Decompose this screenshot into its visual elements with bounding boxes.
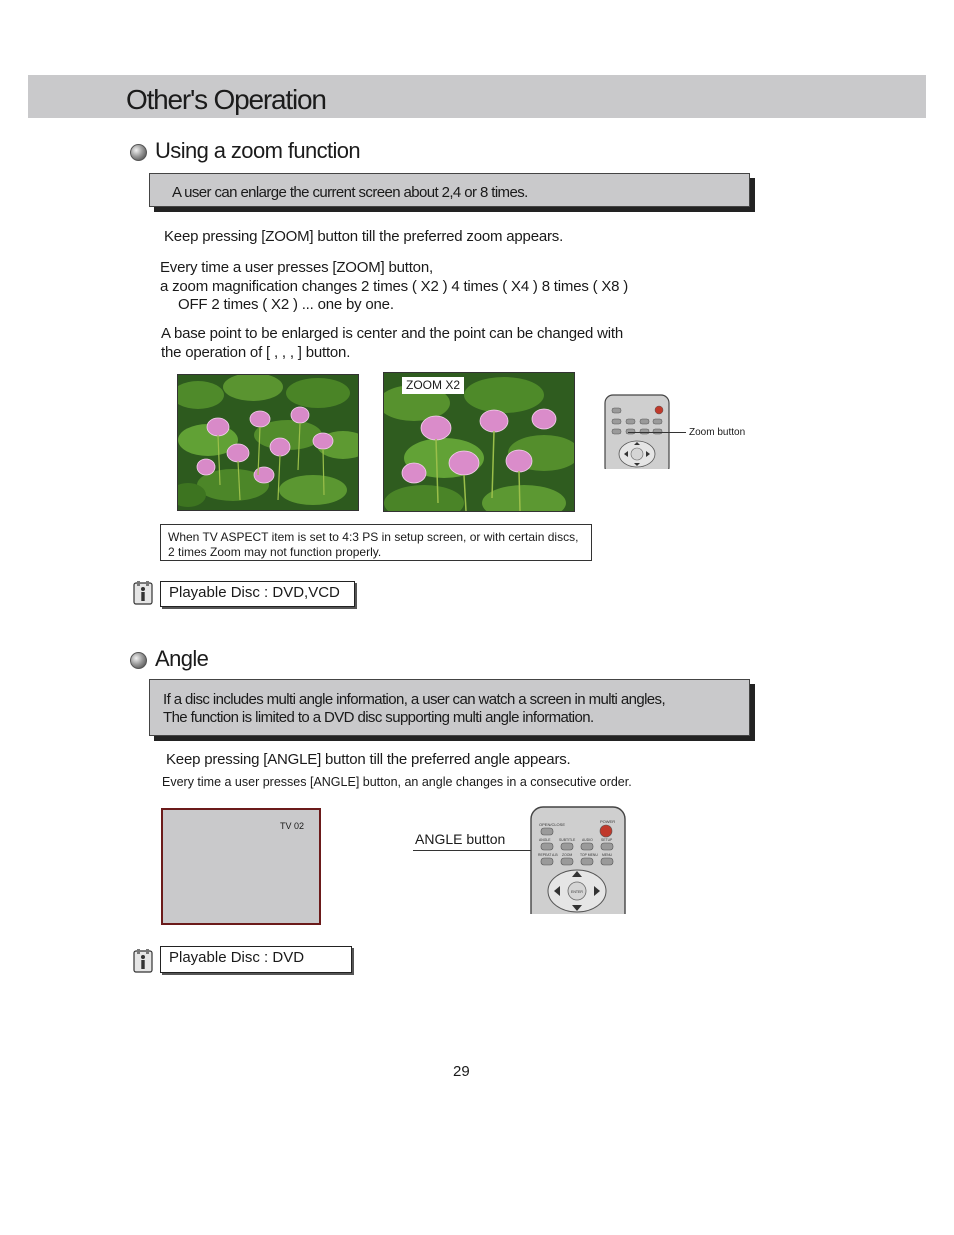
info-icon [132,580,154,606]
zoom-para1-line3: OFF 2 times ( X2 ) ... one by one. [178,296,394,313]
remote-label-audio: AUDIO [582,838,593,842]
remote-control-angle [530,806,626,914]
section-bullet-icon [130,652,147,669]
zoom-para1-line1: Every time a user presses [ZOOM] button, [160,259,433,276]
zoom-instruction: Keep pressing [ZOOM] button till the preferred zoom appears. [164,228,564,245]
lily-image [178,375,358,510]
original-lily-photo [177,374,359,511]
remote-label-subtitle: SUBTITLE [559,838,576,842]
remote-label-top-menu: TOP MENU [580,853,598,857]
angle-detail: Every time a user presses [ANGLE] button, an angle changes in a consecutive order. [162,775,632,789]
zoom-callout-label: Zoom button [689,427,746,438]
zoom-note-line2: 2 times Zoom may not function properly. [168,545,382,559]
tv-screen-preview [161,808,321,925]
remote-large-icon [530,806,626,914]
remote-label-setup: SETUP [601,838,613,842]
zoom-note-box [160,524,592,561]
zoom-note-line1: When TV ASPECT item is set to 4:3 PS in setup screen, or with certain discs, [168,530,579,544]
zoom-section-title: Using a zoom function [155,138,361,163]
info-icon [132,948,154,974]
zoomed-lily-photo [383,372,575,512]
page-title: Other's Operation [126,84,326,115]
angle-callout-label: ANGLE button [415,831,506,847]
section-bullet-icon [130,144,147,161]
zoom-para1-line2: a zoom magnification changes 2 times ( X2 ) 4 times ( X4 ) 8 times ( X8 ) [160,278,629,295]
angle-playable-disc-box: Playable Disc : DVD [160,946,352,973]
remote-label-open-close: OPEN/CLOSE [539,822,566,827]
zoom-intro-box [149,173,750,207]
zoom-intro-text: A user can enlarge the current screen about 2,4 or 8 times. [172,184,528,201]
zoom-x2-label: ZOOM X2 [402,377,464,394]
remote-label-enter: ENTER [571,890,583,894]
angle-intro-box [149,679,750,736]
zoom-callout-line [628,432,686,433]
zoom-playable-disc-box: Playable Disc : DVD,VCD [160,581,355,607]
angle-section-title: Angle [155,646,209,671]
angle-instruction: Keep pressing [ANGLE] button till the preferred angle appears. [166,751,571,768]
remote-label-repeat: REPEAT A-B [538,853,558,857]
zoom-para2-line2: the operation of [ , , , ] button. [161,344,351,361]
zoom-para2-line1: A base point to be enlarged is center and the point can be changed with [161,325,623,342]
angle-callout-line [413,850,548,851]
page-number: 29 [453,1063,470,1080]
angle-intro-line2: The function is limited to a DVD disc supporting multi angle information. [163,709,594,726]
remote-label-angle: ANGLE [539,838,551,842]
remote-label-power: POWER [600,819,616,824]
remote-label-zoom: ZOOM [562,853,573,857]
angle-intro-line1: If a disc includes multi angle information, a user can watch a screen in multi angles, [163,691,666,708]
remote-label-menu: MENU [602,853,612,857]
tv-angle-label: TV 02 [280,821,305,831]
